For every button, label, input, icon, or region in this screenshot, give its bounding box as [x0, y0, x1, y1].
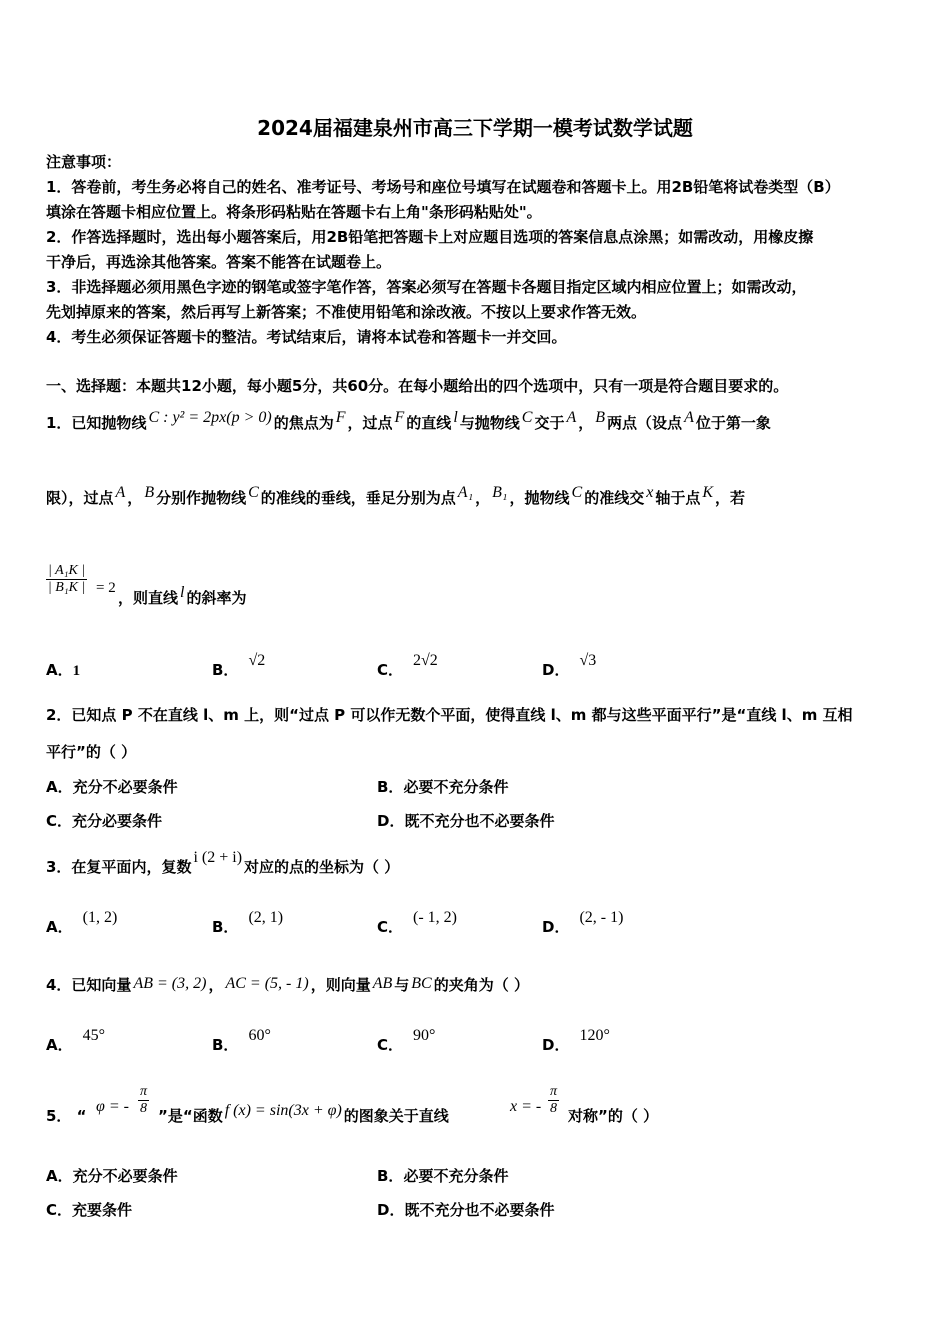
q1-option-a[interactable] — [46, 659, 80, 680]
option-value: 45° — [82, 1027, 106, 1044]
question-5-prefix: 5． “ — [46, 1107, 87, 1125]
q1-math: C — [248, 484, 259, 501]
option-label: A． — [46, 1167, 73, 1185]
option-value: √3 — [579, 652, 597, 669]
q5-text: 的图象关于直线 — [343, 1107, 449, 1125]
notice-line: 填涂在答题卡相应位置上。将条形码粘贴在答题卡右上角"条形码粘贴处"。 — [46, 203, 542, 221]
notice-line: 4．考生必须保证答题卡的整洁。考试结束后，请将本试卷和答题卡一并交回。 — [46, 328, 567, 346]
option-text: 充要条件 — [72, 1201, 133, 1219]
q1-text: 交于 — [534, 414, 565, 432]
q4-text: 4．已知向量 — [46, 976, 132, 994]
q1-math: F — [394, 409, 405, 426]
option-label: D． — [542, 661, 570, 679]
q1-text: 的斜率为 — [186, 589, 247, 607]
option-value: 60° — [248, 1027, 271, 1044]
question-5-body — [158, 1102, 449, 1127]
q1-text: 分别作抛物线 — [156, 489, 247, 507]
q1-math: A — [115, 484, 126, 501]
q1-text: 的准线的垂线，垂足分别为点 — [260, 489, 456, 507]
question-2-line-1: 2．已知点 P 不在直线 l、m 上，则“过点 P 可以作无数个平面，使得直线 l、m 都与这些平面平行”是“直线 l、m 互相 — [46, 706, 853, 724]
option-label: A． — [46, 1036, 73, 1054]
q1-text: 的准线交 — [584, 489, 645, 507]
q1-text: ， — [127, 489, 143, 507]
q5-option-d[interactable] — [377, 1199, 554, 1220]
question-1-line-1 — [46, 409, 771, 434]
option-value: (1, 2) — [82, 909, 118, 926]
q1-math: A — [684, 409, 694, 426]
q2-option-b[interactable] — [377, 776, 508, 797]
q1-math: A — [566, 409, 577, 426]
fraction-numerator: π — [140, 1084, 148, 1099]
q1-text: 1．已知抛物线 — [46, 414, 147, 432]
option-label: C． — [377, 918, 404, 936]
option-label: D． — [377, 1201, 405, 1219]
q4-math: AB = (3, 2) — [133, 975, 207, 992]
q1-math: C — [571, 484, 583, 501]
exam-title: 2024届福建泉州市高三下学期一模考试数学试题 — [257, 116, 693, 140]
option-label: A． — [46, 778, 73, 796]
section-heading: 一、选择题：本题共12小题，每小题5分，共60分。在每小题给出的四个选项中，只有一项是符合题目要求的。 — [46, 377, 789, 395]
q1-math: x — [646, 484, 654, 501]
q4-option-a[interactable] — [46, 1027, 106, 1055]
q1-text: 与抛物线 — [459, 414, 520, 432]
q3-option-c[interactable] — [377, 909, 457, 937]
q1-math: B — [144, 484, 155, 501]
notice-line: 2．作答选择题时，选出每小题答案后，用2B铅笔把答题卡上对应题目选项的答案信息点涂黑；如需改动，用橡皮擦 — [46, 228, 814, 246]
option-value: 1 — [72, 663, 81, 679]
q5-text: ”是“函数 — [158, 1107, 223, 1125]
q1-math: B — [595, 409, 606, 426]
notice-line: 3．非选择题必须用黑色字迹的钢笔或签字笔作答，答案必须写在答题卡各题目指定区域内相应位置上；如需改动， — [46, 278, 807, 296]
option-label: C． — [377, 661, 404, 679]
q5-option-b[interactable] — [377, 1165, 508, 1186]
option-label: D． — [377, 812, 405, 830]
q1-text: ，过点 — [347, 414, 393, 432]
q1-math: C — [521, 409, 533, 426]
q1-math: K — [702, 484, 713, 501]
q3-text: 对应的点的坐标为（ ） — [244, 858, 400, 876]
q5-fraction-1 — [138, 1084, 149, 1117]
q1-math: B₁ — [492, 484, 508, 501]
q1-text: 的直线 — [406, 414, 452, 432]
option-label: A． — [46, 918, 73, 936]
fraction-denominator: | B₁K | — [47, 580, 86, 595]
fraction-denominator: 8 — [550, 1101, 557, 1116]
q1-ratio-equals: = 2 — [96, 580, 116, 596]
q1-text: ，抛物线 — [509, 489, 570, 507]
q5-math: f (x) = sin(3x + φ) — [224, 1102, 342, 1119]
q2-option-a[interactable] — [46, 776, 178, 797]
question-3 — [46, 849, 400, 878]
notice-heading: 注意事项： — [46, 153, 122, 171]
q4-option-d[interactable] — [542, 1027, 610, 1055]
q5-math-x: x = - — [510, 1098, 542, 1115]
fraction-numerator: π — [550, 1084, 558, 1099]
q1-text: ， — [578, 414, 594, 432]
option-label: B． — [377, 1167, 404, 1185]
option-text: 充分不必要条件 — [72, 778, 178, 796]
q5-option-c[interactable] — [46, 1199, 132, 1220]
q4-text: ， — [208, 976, 224, 994]
q1-math: C : y² = 2px(p > 0) — [148, 409, 272, 426]
q3-text: 3．在复平面内，复数 — [46, 858, 192, 876]
fraction-denominator: 8 — [140, 1101, 147, 1116]
option-value: √2 — [248, 652, 266, 669]
q1-option-c[interactable] — [377, 652, 438, 680]
option-label: C． — [46, 1201, 73, 1219]
option-text: 必要不充分条件 — [403, 1167, 509, 1185]
option-text: 必要不充分条件 — [403, 778, 509, 796]
q1-text: ， — [475, 489, 491, 507]
option-text: 充分必要条件 — [72, 812, 163, 830]
q3-option-a[interactable] — [46, 909, 118, 937]
q1-text: 的焦点为 — [273, 414, 334, 432]
question-1-line-3 — [118, 584, 247, 609]
question-2-line-2: 平行”的（ ） — [46, 743, 137, 761]
notice-line: 先划掉原来的答案，然后再写上新答案；不准使用铅笔和涂改液。不按以上要求作答无效。 — [46, 303, 647, 321]
q1-option-d[interactable] — [542, 652, 597, 680]
option-label: C． — [377, 1036, 404, 1054]
question-5-suffix: 对称”的（ ） — [568, 1107, 659, 1125]
q3-option-b[interactable] — [212, 909, 284, 937]
option-text: 既不充分也不必要条件 — [404, 812, 555, 830]
option-text: 既不充分也不必要条件 — [404, 1201, 555, 1219]
q2-option-d[interactable] — [377, 810, 554, 831]
q3-option-d[interactable] — [542, 909, 624, 937]
q5-fraction-2 — [548, 1084, 559, 1117]
option-label: B． — [212, 1036, 239, 1054]
option-value: (2, 1) — [248, 909, 284, 926]
q1-text: 位于第一象 — [695, 414, 771, 432]
q1-math: A₁ — [457, 484, 474, 501]
option-label: D． — [542, 1036, 570, 1054]
q1-math: F — [335, 409, 346, 426]
q4-math: AC = (5, - 1) — [225, 975, 309, 992]
q2-option-c[interactable] — [46, 810, 162, 831]
option-label: B． — [212, 918, 239, 936]
q1-text: 轴于点 — [655, 489, 701, 507]
option-label: A． — [46, 661, 73, 679]
question-4 — [46, 975, 529, 996]
q4-math: AB — [372, 975, 393, 992]
option-label: B． — [212, 661, 239, 679]
option-text: 充分不必要条件 — [72, 1167, 178, 1185]
q1-ratio-fraction — [46, 563, 87, 596]
q3-math: i (2 + i) — [193, 849, 243, 866]
notice-line: 干净后，再选涂其他答案。答案不能答在试题卷上。 — [46, 253, 392, 271]
q4-option-c[interactable] — [377, 1027, 436, 1055]
fraction-numerator: | A₁K | — [48, 563, 86, 578]
q4-text: 与 — [394, 976, 410, 994]
q1-math: l — [453, 409, 458, 426]
notice-line: 1．答卷前，考生务必将自己的姓名、准考证号、考场号和座位号填写在试题卷和答题卡上。用2B铅笔将试卷类型（B） — [46, 178, 840, 196]
question-1-line-2 — [46, 484, 746, 509]
q1-text: ，则直线 — [118, 589, 179, 607]
q5-option-a[interactable] — [46, 1165, 178, 1186]
q4-option-b[interactable] — [212, 1027, 271, 1055]
q5-math-phi: φ = - — [96, 1098, 129, 1115]
q1-text: 两点（设点 — [607, 414, 683, 432]
option-value: 90° — [413, 1027, 436, 1044]
q1-text: 限），过点 — [46, 489, 114, 507]
option-label: D． — [542, 918, 570, 936]
option-value: 2√2 — [413, 652, 438, 669]
option-value: (2, - 1) — [579, 909, 624, 926]
q1-option-b[interactable] — [212, 652, 266, 680]
option-value: 120° — [579, 1027, 610, 1044]
q4-math: BC — [411, 975, 432, 992]
q1-math: l — [180, 584, 185, 601]
option-value: (- 1, 2) — [413, 909, 457, 926]
q4-text: 的夹角为（ ） — [433, 976, 529, 994]
option-label: C． — [46, 812, 73, 830]
q1-text: ，若 — [715, 489, 746, 507]
q4-text: ，则向量 — [310, 976, 371, 994]
option-label: B． — [377, 778, 404, 796]
